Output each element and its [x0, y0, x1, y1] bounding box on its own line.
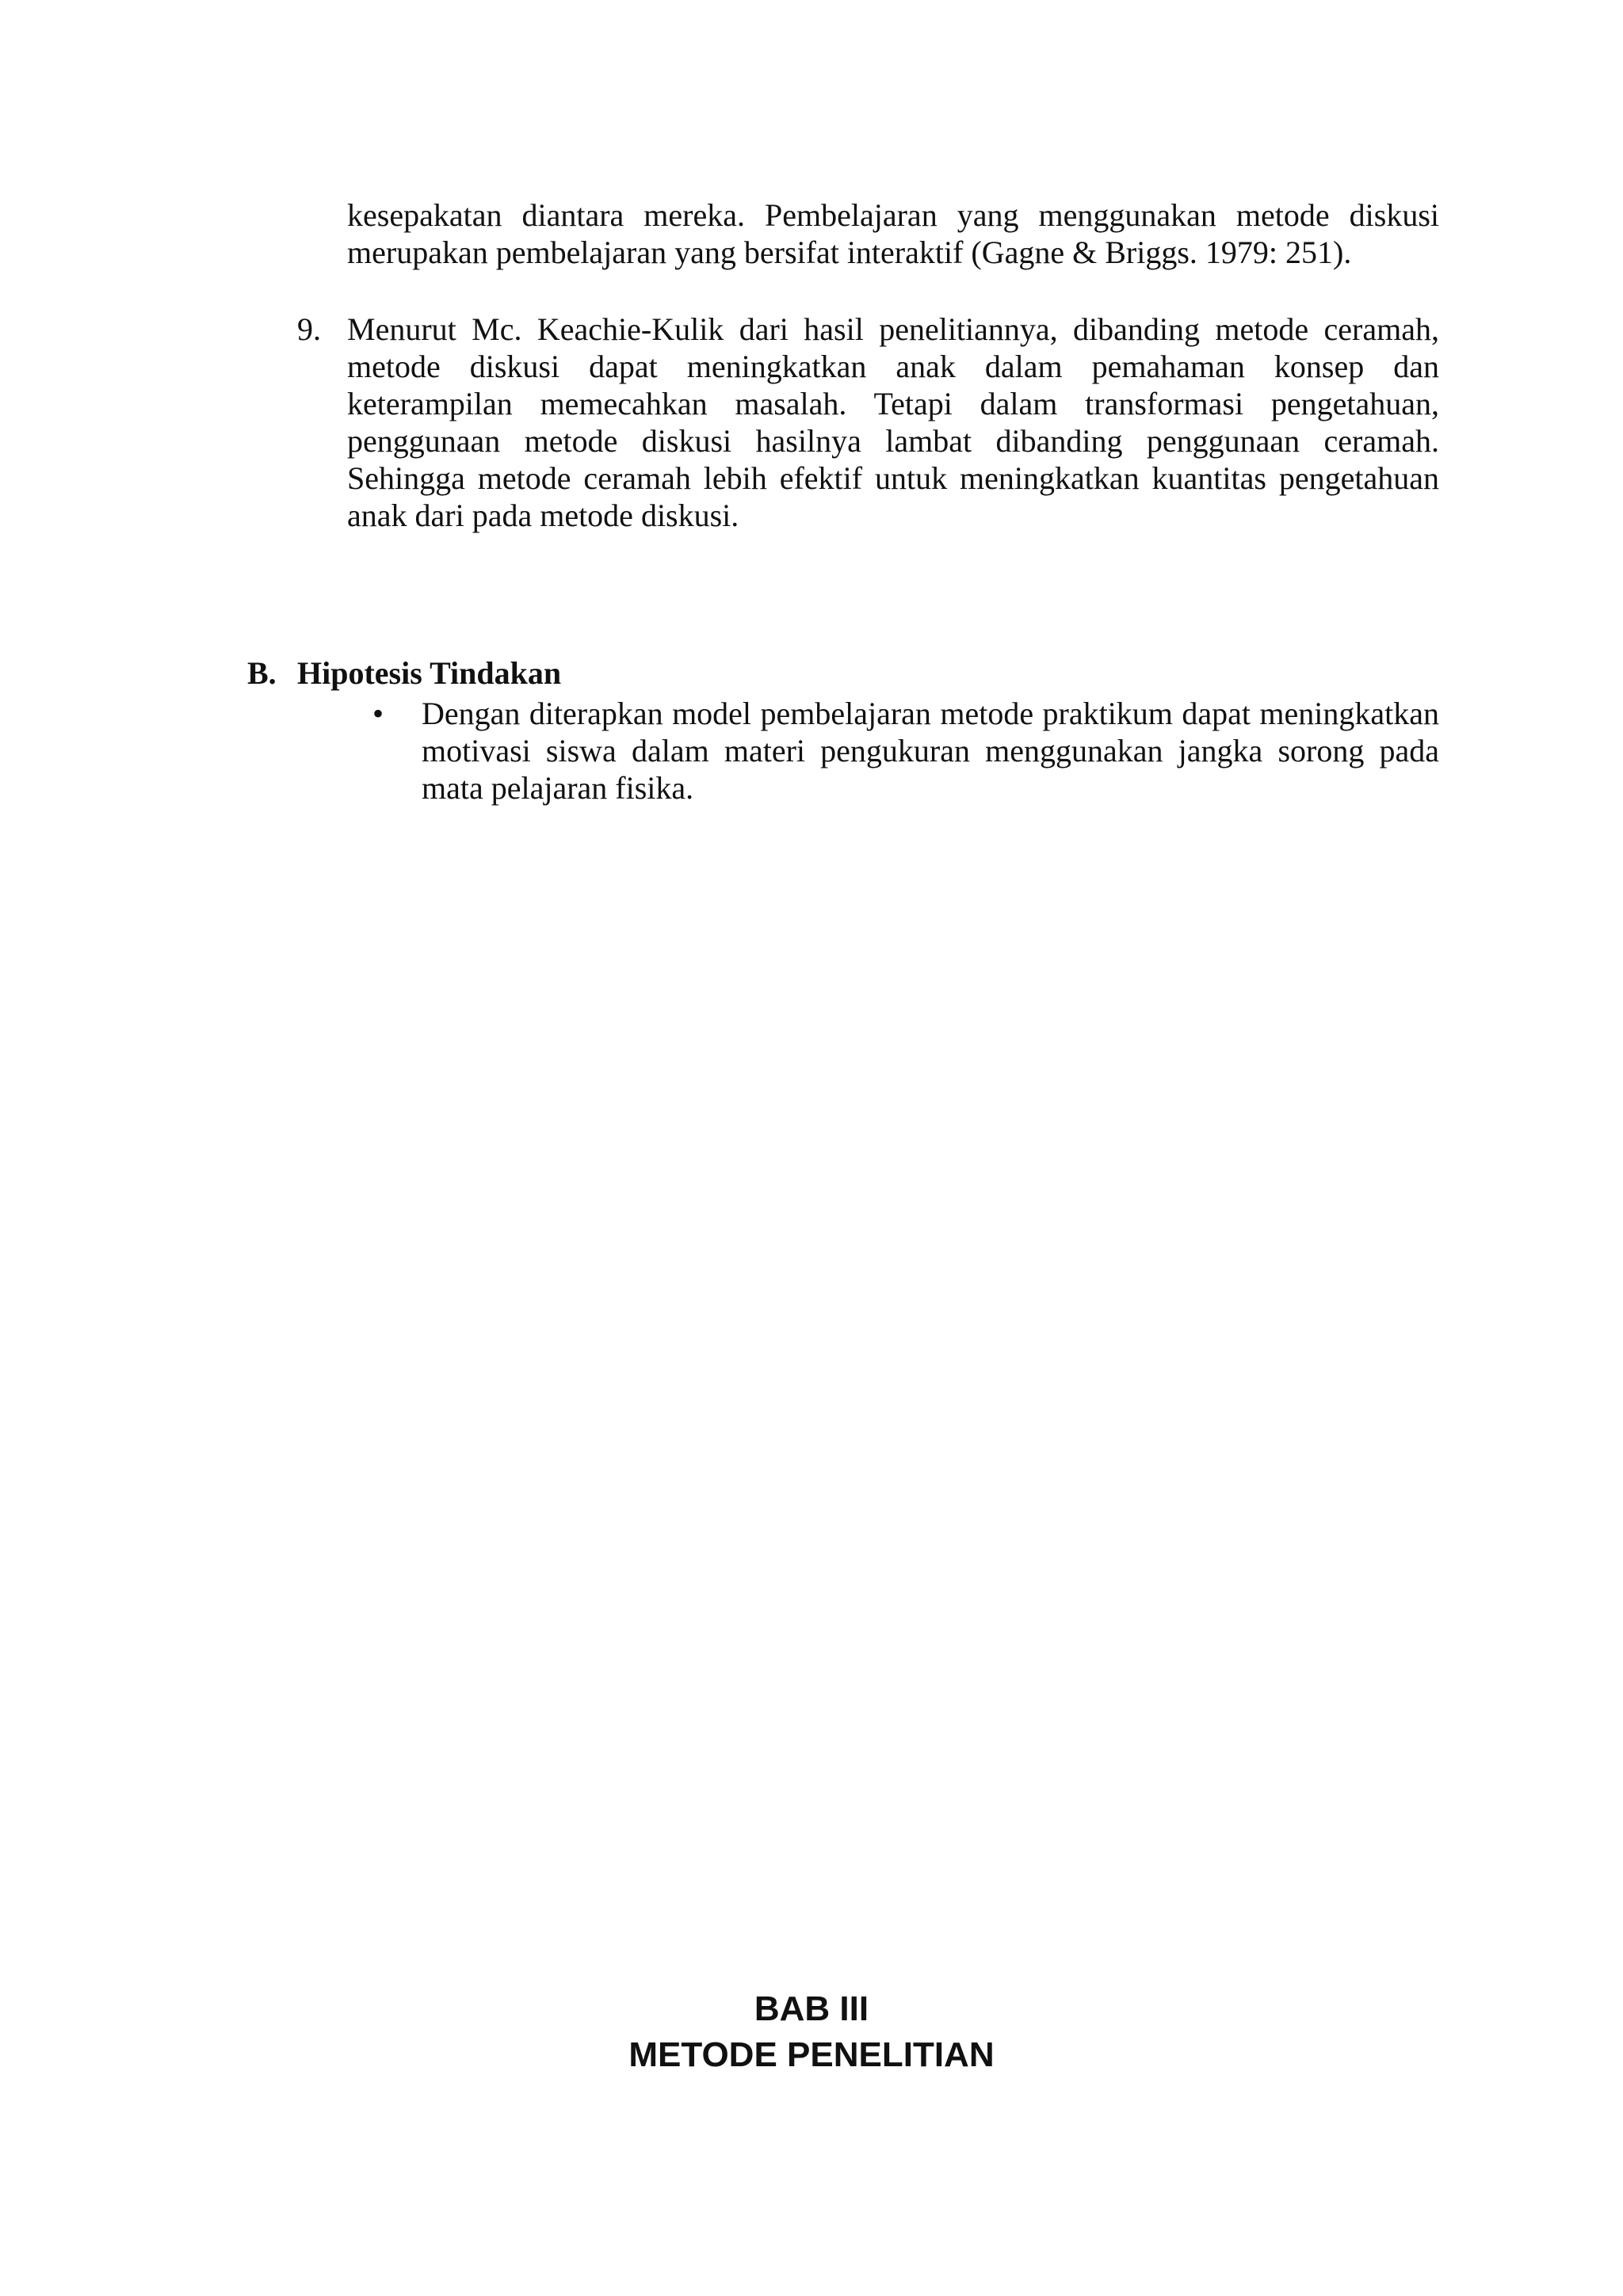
chapter-number: BAB III: [754, 1989, 869, 2028]
section-heading: [247, 654, 561, 692]
bullet-icon: •: [372, 696, 384, 731]
section-letter: B.: [247, 655, 277, 691]
continuation-paragraph: kesepakatan diantara mereka. Pembelajaran yang menggunakan metode diskusi merupakan pembelajaran yang bersifat interaktif (Gagne & Briggs. 1979: 251).: [347, 197, 1439, 270]
chapter-title: METODE PENELITIAN: [628, 2035, 995, 2074]
list-item-text: Menurut Mc. Keachie-Kulik dari hasil penelitiannya, dibanding metode ceramah, metode diskusi dapat meningkatkan anak dalam pemahaman konsep dan keterampilan memecahkan masalah. Tetapi dalam transformasi pengetahuan, penggunaan metode diskusi hasilnya lambat dibanding penggunaan ceramah. Sehingga metode ceramah lebih efektif untuk meningkatkan kuantitas pengetahuan anak dari pada metode diskusi.: [347, 311, 1439, 533]
section-title: Hipotesis Tindakan: [297, 655, 562, 691]
hypothesis-text: Dengan diterapkan model pembelajaran metode praktikum dapat meningkatkan motivasi siswa dalam materi pengukuran menggunakan jangka sorong pada mata pelajaran fisika.: [422, 696, 1439, 806]
list-item-number: 9.: [297, 311, 321, 347]
